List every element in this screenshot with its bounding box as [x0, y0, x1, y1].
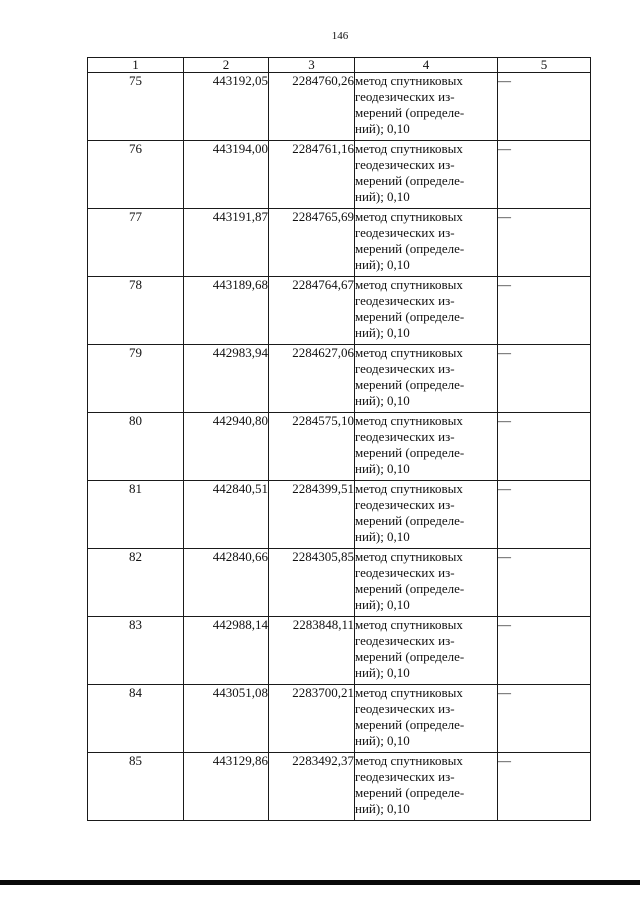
method-cell — [355, 73, 498, 141]
method-line: ний); 0,10 — [355, 665, 410, 680]
method-line: ний); 0,10 — [355, 597, 410, 612]
method-line: метод спутниковых — [355, 685, 463, 700]
method-line: мерений (определе- — [355, 241, 465, 256]
method-line: мерений (определе- — [355, 717, 465, 732]
note-cell: — — [498, 141, 591, 209]
method-line: ний); 0,10 — [355, 529, 410, 544]
x-coordinate-cell: 442840,51 — [184, 481, 269, 549]
method-line: метод спутниковых — [355, 549, 463, 564]
method-line: геодезических из- — [355, 633, 455, 648]
header-row — [88, 58, 591, 73]
column-header: 3 — [269, 58, 355, 73]
method-line: геодезических из- — [355, 361, 455, 376]
x-coordinate-cell: 443189,68 — [184, 277, 269, 345]
method-line: метод спутниковых — [355, 753, 463, 768]
method-cell — [355, 685, 498, 753]
point-number-cell: 84 — [88, 685, 184, 753]
note-cell: — — [498, 73, 591, 141]
method-cell — [355, 209, 498, 277]
y-coordinate-cell: 2284575,10 — [269, 413, 355, 481]
x-coordinate-cell: 442840,66 — [184, 549, 269, 617]
method-line: геодезических из- — [355, 769, 455, 784]
note-cell: — — [498, 685, 591, 753]
note-cell: — — [498, 753, 591, 821]
table-row — [88, 277, 591, 345]
method-line: геодезических из- — [355, 89, 455, 104]
method-line: ний); 0,10 — [355, 733, 410, 748]
method-line: мерений (определе- — [355, 785, 465, 800]
method-line: мерений (определе- — [355, 377, 465, 392]
method-line: мерений (определе- — [355, 445, 465, 460]
method-line: метод спутниковых — [355, 413, 463, 428]
x-coordinate-cell: 443051,08 — [184, 685, 269, 753]
y-coordinate-cell: 2284765,69 — [269, 209, 355, 277]
point-number-cell: 78 — [88, 277, 184, 345]
coordinates-table — [87, 57, 591, 821]
column-header: 1 — [88, 58, 184, 73]
x-coordinate-cell: 443191,87 — [184, 209, 269, 277]
method-line: ний); 0,10 — [355, 461, 410, 476]
y-coordinate-cell: 2284399,51 — [269, 481, 355, 549]
note-cell: — — [498, 277, 591, 345]
table-body — [88, 73, 591, 821]
table-row — [88, 413, 591, 481]
y-coordinate-cell: 2284305,85 — [269, 549, 355, 617]
method-line: ний); 0,10 — [355, 189, 410, 204]
y-coordinate-cell: 2283492,37 — [269, 753, 355, 821]
method-line: ний); 0,10 — [355, 393, 410, 408]
note-cell: — — [498, 481, 591, 549]
table-row — [88, 617, 591, 685]
x-coordinate-cell: 443194,00 — [184, 141, 269, 209]
y-coordinate-cell: 2284760,26 — [269, 73, 355, 141]
method-cell — [355, 481, 498, 549]
method-line: геодезических из- — [355, 225, 455, 240]
method-line: мерений (определе- — [355, 581, 465, 596]
point-number-cell: 85 — [88, 753, 184, 821]
note-cell: — — [498, 617, 591, 685]
table-row — [88, 549, 591, 617]
table-row — [88, 345, 591, 413]
method-line: геодезических из- — [355, 497, 455, 512]
method-line: метод спутниковых — [355, 277, 463, 292]
method-cell — [355, 549, 498, 617]
point-number-cell: 76 — [88, 141, 184, 209]
point-number-cell: 79 — [88, 345, 184, 413]
point-number-cell: 81 — [88, 481, 184, 549]
method-cell — [355, 617, 498, 685]
method-cell — [355, 413, 498, 481]
table-row — [88, 685, 591, 753]
method-line: мерений (определе- — [355, 309, 465, 324]
method-cell — [355, 277, 498, 345]
column-header: 4 — [355, 58, 498, 73]
point-number-cell: 82 — [88, 549, 184, 617]
method-line: ний); 0,10 — [355, 801, 410, 816]
point-number-cell: 83 — [88, 617, 184, 685]
method-line: геодезических из- — [355, 565, 455, 580]
method-line: геодезических из- — [355, 293, 455, 308]
method-cell — [355, 753, 498, 821]
method-line: ний); 0,10 — [355, 257, 410, 272]
method-line: метод спутниковых — [355, 481, 463, 496]
note-cell: — — [498, 345, 591, 413]
column-header: 2 — [184, 58, 269, 73]
y-coordinate-cell: 2284627,06 — [269, 345, 355, 413]
point-number-cell: 75 — [88, 73, 184, 141]
y-coordinate-cell: 2284764,67 — [269, 277, 355, 345]
note-cell: — — [498, 549, 591, 617]
table-row — [88, 141, 591, 209]
method-line: мерений (определе- — [355, 173, 465, 188]
note-cell: — — [498, 413, 591, 481]
x-coordinate-cell: 442988,14 — [184, 617, 269, 685]
x-coordinate-cell: 442940,80 — [184, 413, 269, 481]
method-line: геодезических из- — [355, 701, 455, 716]
x-coordinate-cell: 442983,94 — [184, 345, 269, 413]
table-row — [88, 209, 591, 277]
x-coordinate-cell: 443129,86 — [184, 753, 269, 821]
table-row — [88, 753, 591, 821]
y-coordinate-cell: 2283848,11 — [269, 617, 355, 685]
method-line: геодезических из- — [355, 429, 455, 444]
note-cell: — — [498, 209, 591, 277]
method-line: ний); 0,10 — [355, 325, 410, 340]
method-line: метод спутниковых — [355, 209, 463, 224]
point-number-cell: 80 — [88, 413, 184, 481]
method-cell — [355, 141, 498, 209]
method-line: метод спутниковых — [355, 141, 463, 156]
page-number: 146 — [331, 30, 349, 42]
method-cell — [355, 345, 498, 413]
table-row — [88, 481, 591, 549]
table-header — [88, 58, 591, 73]
y-coordinate-cell: 2284761,16 — [269, 141, 355, 209]
method-line: мерений (определе- — [355, 105, 465, 120]
x-coordinate-cell: 443192,05 — [184, 73, 269, 141]
method-line: метод спутниковых — [355, 345, 463, 360]
method-line: ний); 0,10 — [355, 121, 410, 136]
bottom-rule — [0, 880, 640, 885]
method-line: метод спутниковых — [355, 73, 463, 88]
point-number-cell: 77 — [88, 209, 184, 277]
method-line: геодезических из- — [355, 157, 455, 172]
table-row — [88, 73, 591, 141]
method-line: мерений (определе- — [355, 513, 465, 528]
method-line: метод спутниковых — [355, 617, 463, 632]
method-line: мерений (определе- — [355, 649, 465, 664]
y-coordinate-cell: 2283700,21 — [269, 685, 355, 753]
column-header: 5 — [498, 58, 591, 73]
